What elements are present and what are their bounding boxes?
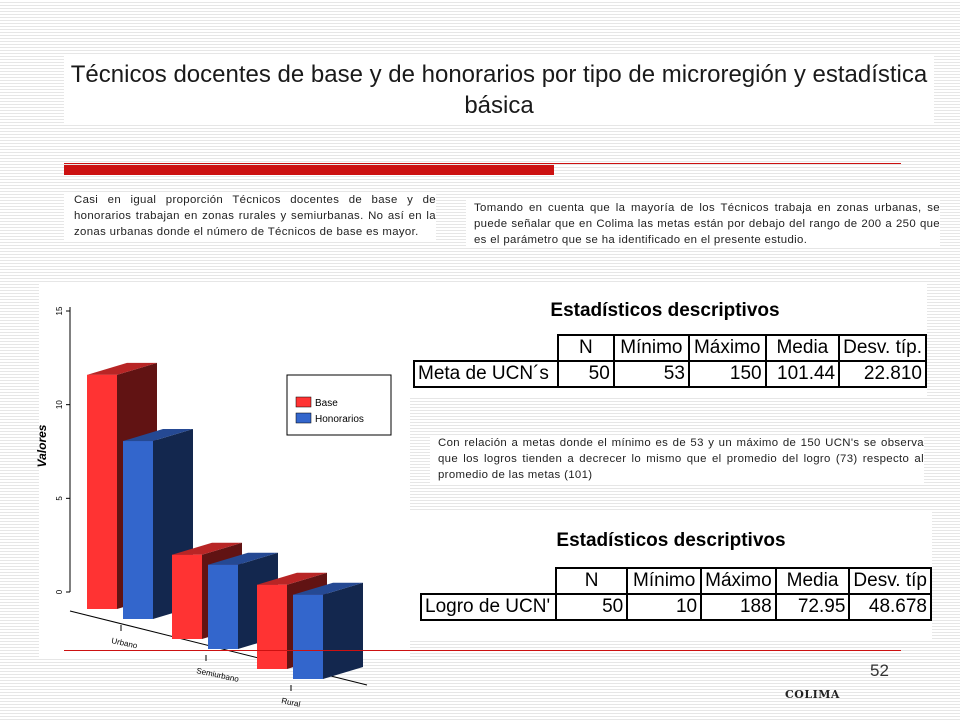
legend-swatch-base (296, 397, 311, 407)
table-header-cell: Media (776, 568, 850, 594)
bar-chart (35, 283, 410, 709)
table-row-label: Meta de UCN´s (414, 361, 558, 387)
table-cell: 150 (689, 361, 766, 387)
table-header-cell: N (556, 568, 627, 594)
table-header-cell: N (558, 335, 614, 361)
table-header-cell (414, 335, 558, 361)
bar-honorarios-rural (293, 595, 323, 679)
stats-table-meta (413, 334, 927, 388)
title-box (64, 55, 934, 125)
divider-line (64, 163, 901, 164)
table-header-cell: Mínimo (627, 568, 701, 594)
bar-base-rural (257, 585, 287, 669)
chart-panel (35, 283, 410, 709)
legend-label-honorarios: Honorarios (315, 414, 364, 425)
table-header-cell (421, 568, 556, 594)
stats-table-logro (420, 567, 932, 621)
y-tick-label: 15 (55, 306, 64, 316)
table-cell: 72.95 (776, 594, 850, 620)
stats-title: Estadísticos descriptivos (556, 530, 786, 551)
x-tick-label: Urbano (110, 636, 139, 651)
stats-panel-logro (410, 510, 932, 640)
y-axis-label: Valores (35, 424, 49, 468)
footer-label: COLIMA (785, 688, 840, 701)
table-header-cell: Media (766, 335, 840, 361)
bar-honorarios-urbano (123, 441, 153, 619)
stats-title: Estadísticos descriptivos (550, 300, 780, 321)
paragraph-left: Casi en igual proporción Técnicos docentes de base y de honorarios trabajan en zonas rurales y semiurbanas. No así en la zonas urbanas donde el número de Técnicos de base es mayor. (64, 192, 436, 240)
bottom-divider (64, 650, 901, 651)
table-header-cell: Máximo (689, 335, 766, 361)
y-tick-label: 10 (55, 400, 64, 410)
table-header-cell: Mínimo (614, 335, 689, 361)
y-tick-label: 0 (55, 589, 64, 595)
x-tick-label: Rural (280, 696, 302, 709)
table-cell: 188 (701, 594, 776, 620)
table-header-cell: Desv. típ (849, 568, 931, 594)
legend-swatch-honorarios (296, 413, 311, 423)
x-tick-label: Semiurbano (195, 666, 240, 684)
table-cell: 50 (558, 361, 614, 387)
table-header-cell: Máximo (701, 568, 776, 594)
table-cell: 48.678 (849, 594, 931, 620)
bar-base-urbano (87, 375, 117, 609)
paragraph-middle: Con relación a metas donde el mínimo es de 53 y un máximo de 150 UCN's se observa que los logros tienden a decrecer lo mismo que el promedio del logro (73) respecto al promedio de las metas (101) (430, 435, 924, 483)
table-cell: 50 (556, 594, 627, 620)
page-title: Técnicos docentes de base y de honorarios por tipo de microregión y estadística básica (70, 61, 928, 119)
table-cell: 101.44 (766, 361, 840, 387)
table-cell: 22.810 (839, 361, 926, 387)
bar-honorarios-semiurbano (208, 565, 238, 649)
bar-side-honorarios (323, 583, 363, 679)
table-cell: 10 (627, 594, 701, 620)
legend-label-base: Base (315, 398, 338, 409)
page-number: 52 (870, 661, 889, 680)
bar-base-semiurbano (172, 555, 202, 639)
accent-bar (64, 165, 554, 175)
table-header-cell: Desv. típ. (839, 335, 926, 361)
table-cell: 53 (614, 361, 689, 387)
stats-panel-meta (403, 282, 927, 397)
paragraph-right: Tomando en cuenta que la mayoría de los Técnicos trabaja en zonas urbanas, se puede señalar que en Colima las metas están por debajo del rango de 200 a 250 que es el parámetro que se ha identificado en el presente estudio. (466, 200, 940, 248)
table-row-label: Logro de UCN' (421, 594, 556, 620)
y-tick-label: 5 (55, 496, 64, 501)
